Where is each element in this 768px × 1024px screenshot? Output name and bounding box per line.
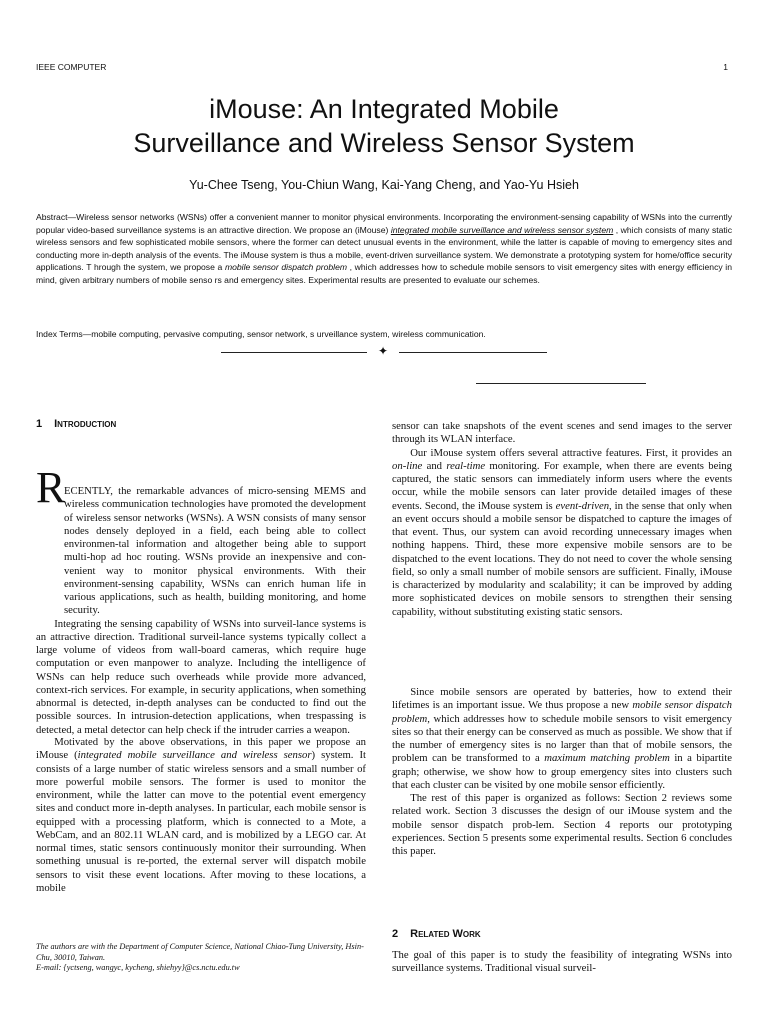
page-number: 1 [723, 62, 728, 72]
index-terms: Index Terms—mobile computing, pervasive computing, sensor network, s urveillance system, wireless communication. [36, 329, 486, 339]
paragraph: The goal of this paper is to study the feasibility of integrating WSNs into surveillance systems. Traditional visual surveil- [392, 949, 732, 975]
running-header: IEEE COMPUTER [36, 62, 107, 72]
section-heading: 2 Related Work [392, 928, 481, 940]
abstract-emphasis: integrated mobile surveillance and wireless sensor system [390, 224, 614, 235]
left-column-body [36, 736, 366, 895]
title-line: Surveillance and Wireless Sensor System [133, 128, 635, 158]
drop-cap: R [36, 463, 66, 512]
footnote-email: E-mail: {yctseng, wangyc, kycheng, shiehyy}@cs.nctu.edu.tw [36, 963, 240, 972]
title-line: iMouse: An Integrated Mobile [209, 94, 559, 124]
footnote-affiliation: The authors are with the Department of Computer Science, National Chiao-Tung University, Hsin-Chu, 30010, Taiwan. [36, 942, 364, 962]
left-column-body [36, 485, 366, 737]
paragraph: Motivated by the above observations, in this paper we propose an iMouse (integrated mobile surveillance and wireless sensor) system. It consists of a large number of static wireless sensors and a small number of more powerful mobile sensors. The former is used to monitor the environment, while the latter can move to the potential event emergency sites and conduct more in-depth analyses. In particular, each mobile sensor is equipped with a processing platform, which is connected to a Mote, a WebCam, and an 802.11 WLAN card, and is mobilized by a LEGO car. At normal times, static sensors continuously monitor their surrounding. When something unusual is re-ported, the external server will dispatch mobile sensors to visit these event locations. After moving to these locations, a mobile [36, 736, 367, 894]
separator-rule [476, 383, 646, 384]
paragraph: sensor can take snapshots of the event scenes and send images to the server through its WLAN interface. [392, 420, 732, 446]
separator-diamond-icon: ✦ [378, 344, 389, 358]
author-list: Yu-Chee Tseng, You-Chiun Wang, Kai-Yang Cheng, and Yao-Yu Hsieh [189, 178, 579, 192]
paragraph: Integrating the sensing capability of WSNs into surveil-lance systems is an attractive direction. Traditional surveil-lance systems typically collect a large volume of videos from wall-board cameras, which require huge computation or even manpower to analyze. Including the intelligence of WSNs can help reduce such overheads while provide more advanced, context-rich services. For example, in security applications, when something abnormal is detected, in-depth analyses can be conducted to find out the possible sources. In intrusion-detection applications, when trespassing is detected, a metal detector can help check if the intruder carries a weapon. [36, 617, 366, 736]
paragraph: The rest of this paper is organized as follows: Section 2 reviews some related work. Section 3 discusses the design of our iMouse system and the mobile sensor dispatch prob-lem. Section 4 reports our prototyping experiences. Section 5 presents some experimental results. Section 6 concludes this paper. [392, 792, 732, 857]
abstract-emphasis: mobile sensor dispatch problem [224, 262, 348, 272]
paragraph: Since mobile sensors are operated by batteries, how to extend their lifetimes is an important issue. We thus propose a new mobile sensor dispatch problem, which addresses how to schedule mobile sensors to visit emergency sites so that their energy can be conserved as much as possible. We show that if the number of emergency sites is no larger than that of mobile sensors, the problem can be transformed to a maximum matching problem in a bipartite graph; otherwise, we show how to group emergency sites into clusters such that each cluster can be visited by one mobile sensor efficiently. [392, 686, 733, 791]
paragraph: Our iMouse system offers several attractive features. First, it provides an on-line and real-time monitoring. For example, when there are events being captured, the static sensors can immediately inform users where the events occur, while the mobile sensors can later provide detailed images of these events. Second, the iMouse system is event-driven, in the sense that only when an event occurs should a mobile sensor be dispatched to capture the images of that event. Thus, our system can avoid recording unnecessary images when nothing happens. Third, these more expensive mobile sensors are to be dispatched to the event locations. They do not need to cover the whole sensing field, so only a small number of mobile sensors are sufficient. Finally, iMouse is characterized by modularity and scalability; it can be improved by adding more sophisticated devices on mobile sensors to strengthen their sensing capability, without substituting existing static sensors. [392, 446, 732, 618]
right-column-body [392, 420, 732, 619]
right-column-body [392, 949, 732, 976]
paper-title [0, 92, 768, 160]
paragraph: ECENTLY, the remarkable advances of micro-sensing MEMS and wireless communication technologies have promoted the development of wireless sensor networks (WSNs). A WSN consists of many sensor nodes densely deployed in a field, each being able to collect environmen-tal information and altogether being able to support multi-hop ad hoc routing. WSNs provide an inexpensive and con-venient way to monitor physical environments. With their environment-sensing capability, WSNs can enrich human life in various applications, such as health, building monitoring, and home security. [64, 485, 366, 617]
right-column-body [392, 686, 732, 858]
section-heading: 1 Introduction [36, 418, 117, 430]
separator-rule [399, 352, 547, 353]
abstract: Abstract—Wireless sensor networks (WSNs) offer a convenient manner to monitor physical environments. Incorporating the environment-sensing capability of WSNs into the currently popular video-based surveillance systems is an attractive direction. We propose an (iMouse) integrated mobile surveillance and wireless sensor system , which consists of many static wireless sensors and few sophisticated mobile sensors, where the former can detect unusual events in the environment, while the latter is capable of moving to emergency sites and conducting more in-depth analysis of the events. The iMouse system is thus a mobile, event-driven surveillance system. We demonstrate a prototyping system for home/office security applications. T hrough the system, we propose a mobile sensor dispatch problem , which addresses how to schedule mobile sensors to visit emergency sites with energy efficiency in mind, given arbitrary numbers of mobile senso rs and emergency sites. Experimental results are presented to evaluate our schemes. [36, 212, 733, 285]
footnote [36, 942, 366, 974]
separator-rule [221, 352, 367, 353]
